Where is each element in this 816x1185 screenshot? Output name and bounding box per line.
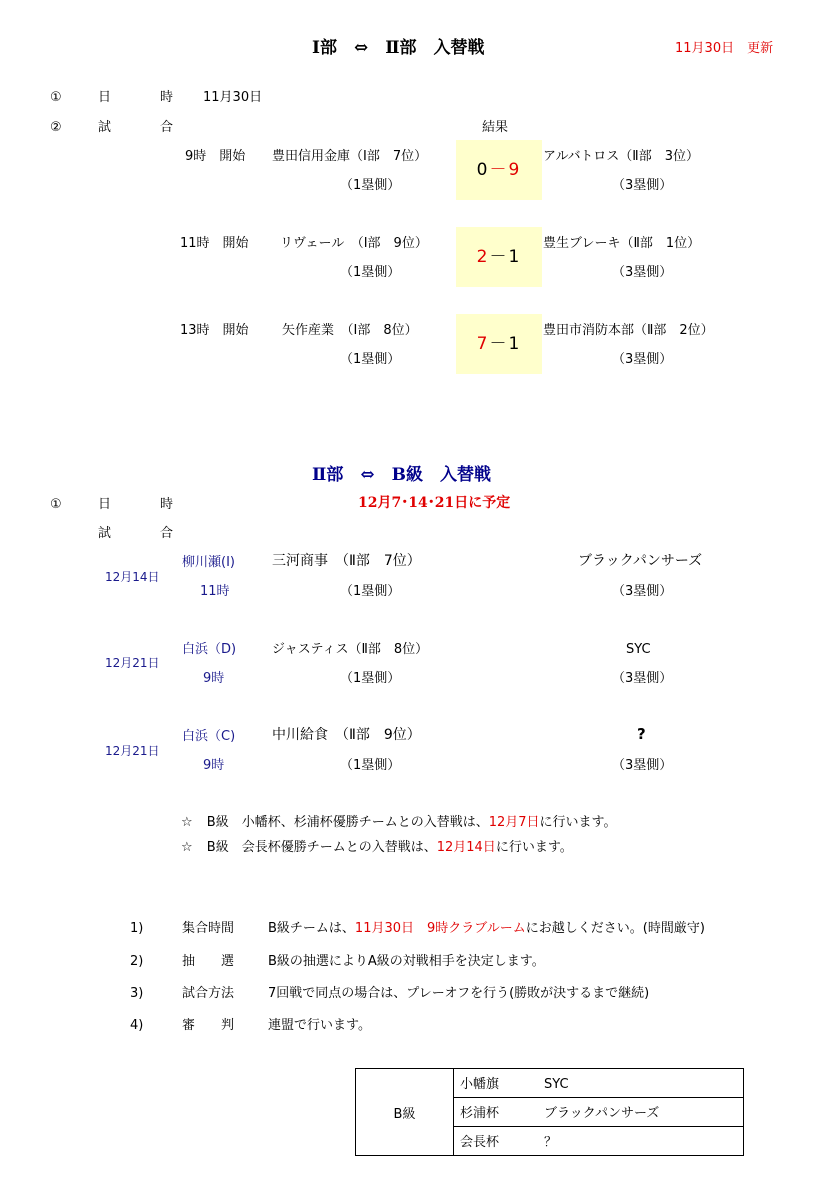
cup-name: 会長杯: [460, 1135, 500, 1150]
section1-title: Ⅰ部 ⇔ Ⅱ部 入替戦: [312, 38, 485, 58]
match-venue: 白浜（D): [182, 642, 237, 657]
match-time: 9時: [203, 758, 225, 773]
score-separator: －: [489, 159, 509, 180]
away-side: （3塁側）: [612, 584, 673, 599]
away-team: アルバトロス（Ⅱ部 3位）: [543, 149, 699, 164]
match-date: 12月21日: [105, 744, 160, 758]
cup-winner: ブラックパンサーズ: [544, 1106, 660, 1121]
winners-class-label: B級: [356, 1069, 454, 1155]
away-side: （3塁側）: [612, 352, 673, 367]
home-team: ジャスティス（Ⅱ部 8位）: [272, 642, 429, 657]
score-away: 1: [508, 246, 522, 267]
away-team: SYC: [626, 642, 651, 657]
rule-label: 抽 選: [182, 954, 235, 969]
score-separator: －: [489, 246, 509, 267]
match-time: 11時 開始: [180, 236, 249, 251]
away-side: （3塁側）: [612, 758, 673, 773]
score-away: 1: [508, 333, 522, 354]
item-number: ②: [50, 120, 62, 135]
note-line: [181, 841, 573, 854]
match-time: 11時: [200, 584, 230, 599]
note-text: B級 小幡杯、杉浦杯優勝チームとの入替戦は、: [206, 815, 489, 830]
winners-row: [454, 1098, 743, 1127]
rule-text: 7回戦で同点の場合は、プレーオフを行う(勝敗が決するまで継続): [268, 986, 650, 1001]
item-label: 日: [98, 497, 112, 512]
score-box: [456, 140, 542, 200]
away-side: （3塁側）: [612, 178, 673, 193]
match-date: 12月21日: [105, 656, 160, 670]
away-side: （3塁側）: [612, 671, 673, 686]
match-date: 11月30日: [203, 90, 263, 105]
item-number: ①: [50, 497, 62, 512]
home-team: 矢作産業 （Ⅰ部 8位）: [282, 323, 418, 338]
score-home: 0: [476, 159, 490, 180]
match-date: 12月14日: [105, 570, 160, 584]
score-home: 2: [476, 246, 490, 267]
note-text: B級 会長杯優勝チームとの入替戦は、: [206, 840, 437, 855]
item-label: 日: [98, 90, 112, 105]
home-team: 三河商事 （Ⅱ部 7位）: [272, 553, 421, 569]
home-team: 中川給食 （Ⅱ部 9位）: [272, 727, 421, 743]
item-label: 時: [160, 90, 174, 105]
cup-winner: ？: [544, 1135, 558, 1150]
cup-name: 小幡旗: [460, 1077, 500, 1092]
score-separator: －: [489, 333, 509, 354]
item-label: 合: [160, 120, 174, 135]
rule-highlight: 11月30日 9時クラブルーム: [354, 921, 526, 936]
rule-number: 2): [130, 954, 144, 969]
away-team: ?: [637, 725, 646, 743]
away-side: （3塁側）: [612, 265, 673, 280]
updated-date: 11月30日 更新: [675, 41, 774, 56]
home-side: （1塁側）: [340, 671, 401, 686]
rule-label: 試合方法: [182, 986, 235, 1001]
rule-text: 連盟で行います。: [268, 1018, 371, 1033]
home-side: （1塁側）: [340, 352, 401, 367]
note-line: [181, 816, 617, 829]
match-time: 9時 開始: [185, 149, 246, 164]
star-icon: ☆: [181, 840, 193, 855]
rule-number: 3): [130, 986, 144, 1001]
winners-row: [454, 1069, 743, 1098]
cup-winner: SYC: [544, 1077, 569, 1092]
score-box: [456, 227, 542, 287]
away-team: 豊田市消防本部（Ⅱ部 2位）: [543, 323, 714, 338]
note-text: に行います。: [539, 815, 617, 830]
home-side: （1塁側）: [340, 178, 401, 193]
score-home: 7: [476, 333, 490, 354]
rule-text: B級の抽選によりA級の対戦相手を決定します。: [268, 954, 545, 969]
item-label: 合: [160, 526, 174, 541]
note-highlight: 12月14日: [436, 840, 496, 855]
home-side: （1塁側）: [340, 758, 401, 773]
item-number: ①: [50, 90, 62, 105]
section2-title: Ⅱ部 ⇔ B級 入替戦: [312, 465, 491, 485]
cup-name: 杉浦杯: [460, 1106, 500, 1121]
item-label: 試: [98, 526, 112, 541]
match-time: 13時 開始: [180, 323, 249, 338]
winners-table: [355, 1068, 744, 1156]
rule-number: 4): [130, 1018, 144, 1033]
match-venue: 柳川瀬(Ⅰ): [182, 555, 235, 570]
home-team: 豊田信用金庫（Ⅰ部 7位）: [272, 149, 428, 164]
item-label: 時: [160, 497, 174, 512]
away-team: ブラックパンサーズ: [578, 553, 703, 569]
item-label: 試: [98, 120, 112, 135]
away-team: 豊生ブレーキ（Ⅱ部 1位）: [543, 236, 701, 251]
score-away: 9: [508, 159, 522, 180]
result-header: 結果: [482, 120, 509, 135]
home-team: リヴェール （Ⅰ部 9位）: [280, 236, 428, 251]
rule-text: B級チームは、11月30日 9時クラブルームにお越しください。(時間厳守): [268, 921, 705, 936]
match-venue: 白浜（C): [182, 729, 236, 744]
note-text: に行います。: [495, 840, 573, 855]
score-box: [456, 314, 542, 374]
match-time: 9時: [203, 671, 225, 686]
note-highlight: 12月7日: [488, 815, 540, 830]
schedule-dates: 12月7･14･21日に予定: [358, 495, 511, 511]
home-side: （1塁側）: [340, 265, 401, 280]
rule-label: 審 判: [182, 1018, 235, 1033]
star-icon: ☆: [181, 815, 193, 830]
winners-row: [454, 1127, 743, 1156]
rule-number: 1): [130, 921, 144, 936]
rule-label: 集合時間: [182, 921, 235, 936]
home-side: （1塁側）: [340, 584, 401, 599]
